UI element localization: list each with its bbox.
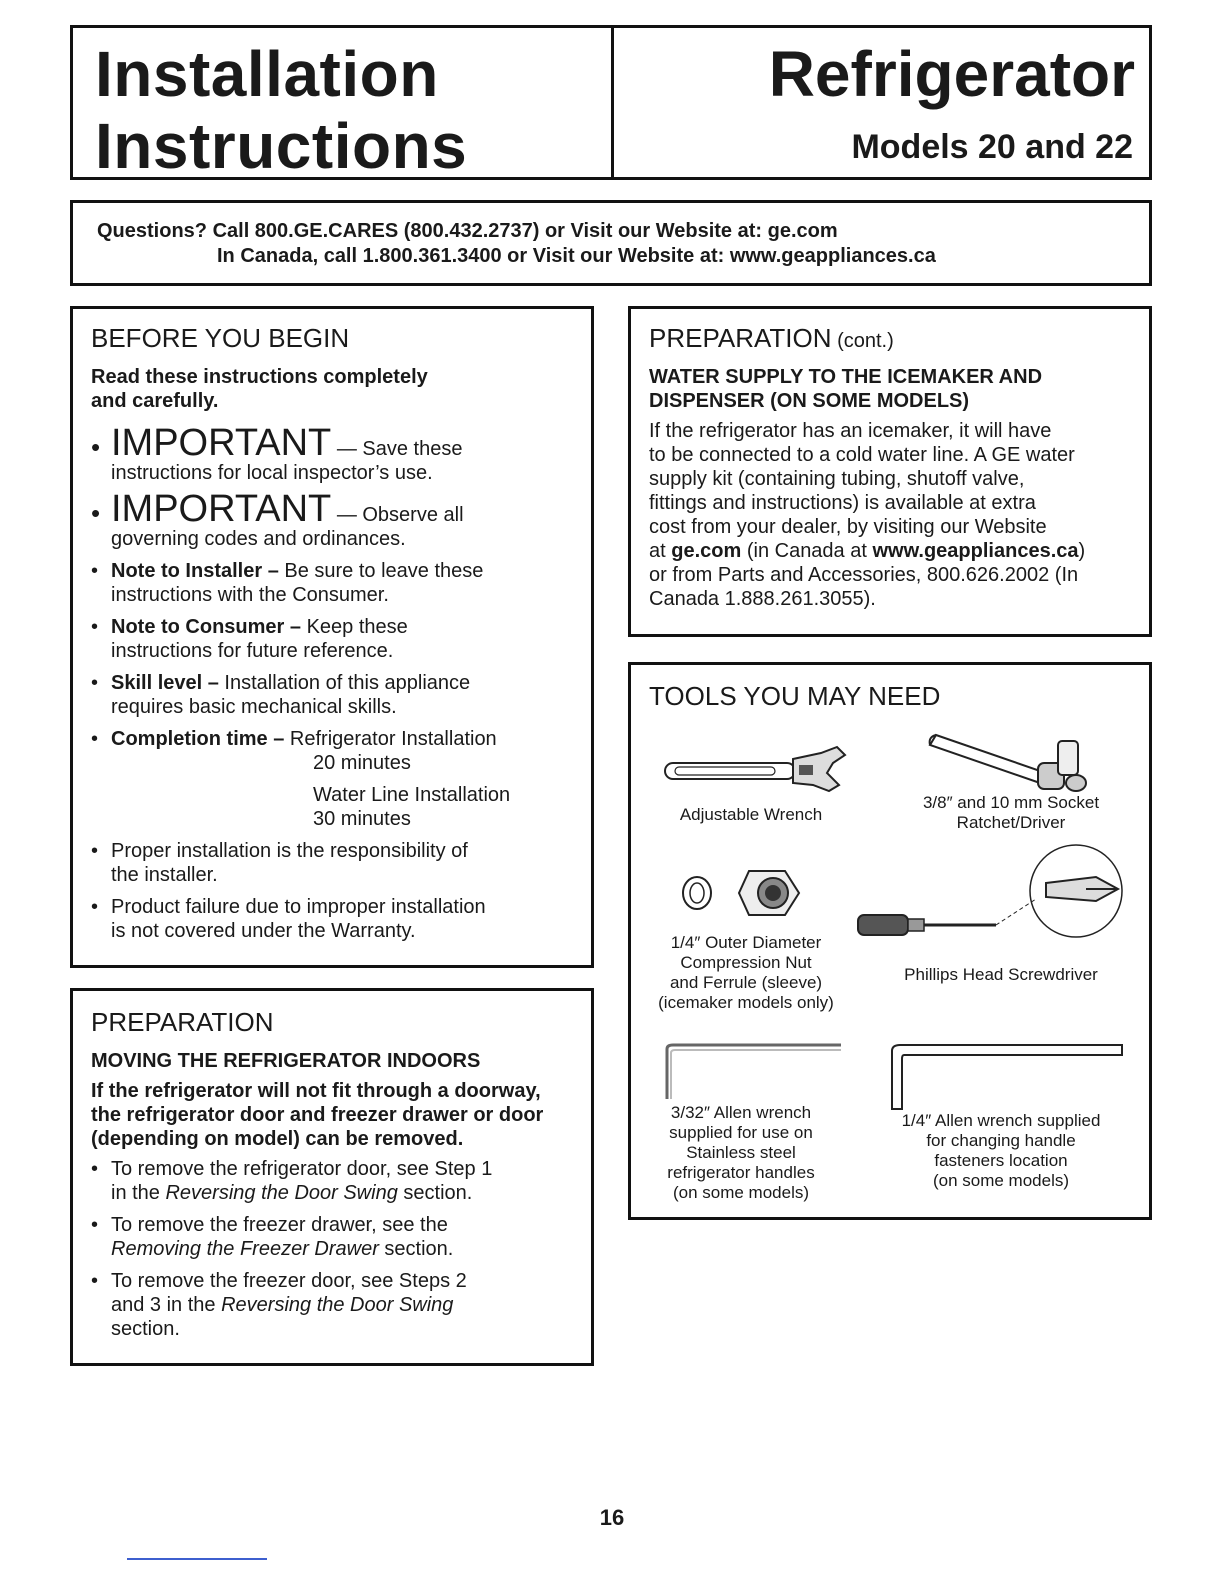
proper-installation: Proper installation is the responsibility of: [111, 840, 468, 862]
text: (in Canada at: [741, 540, 873, 562]
socket-caption-1: 3/8″ and 10 mm Socket: [922, 793, 1100, 812]
proper-installation-cont: the installer.: [111, 864, 218, 886]
section-ref: Removing the Freezer Drawer: [111, 1238, 379, 1260]
note-consumer-cont: instructions for future reference.: [111, 640, 394, 662]
bullet-dot: •: [91, 616, 99, 638]
title-instructions: Instructions: [95, 110, 468, 182]
tools-section: [628, 662, 1152, 1220]
preparation-cont-section: [628, 306, 1152, 637]
title-installation: Installation: [95, 38, 439, 110]
note-consumer: [111, 615, 408, 639]
completion-time-water-min: 30 minutes: [313, 808, 411, 830]
important-save-cont: instructions for local inspector’s use.: [111, 462, 433, 484]
text: ): [1078, 540, 1086, 562]
nut-caption-1: 1/4″ Outer Diameter: [670, 933, 822, 952]
nut-caption-2: Compression Nut: [680, 953, 812, 972]
paragraph-line: to be connected to a cold water line. A GE water: [649, 444, 1075, 466]
bullet-dot: •: [91, 498, 101, 528]
compression-nut-icon: [679, 863, 809, 923]
section-ref: Reversing the Door Swing: [165, 1182, 398, 1204]
text: in the: [111, 1182, 166, 1204]
intro-line: Read these instructions completely: [91, 366, 428, 388]
preparation-section: [70, 988, 594, 1366]
note-text: Refrigerator Installation: [284, 728, 497, 750]
remove-freezer-door-cont: [111, 1293, 453, 1317]
before-you-begin-section: [70, 306, 594, 968]
remove-freezer-drawer-cont: [111, 1237, 453, 1261]
small-allen-caption-4: refrigerator handles: [667, 1163, 815, 1182]
paragraph-line: [649, 539, 1085, 563]
note-installer-cont: instructions with the Consumer.: [111, 584, 389, 606]
completion-time-water: Water Line Installation: [313, 784, 511, 806]
large-allen-caption-2: for changing handle: [926, 1131, 1076, 1150]
important-label: IMPORTANT: [111, 488, 332, 530]
text: section.: [397, 1182, 473, 1204]
paragraph-line: Canada 1.888.261.3055).: [649, 588, 876, 610]
title-suffix: (cont.): [831, 330, 894, 352]
section-ref: Reversing the Door Swing: [221, 1294, 454, 1316]
product-failure: Product failure due to improper installation: [111, 896, 486, 918]
bullet-dot: •: [91, 1270, 99, 1292]
bullet-dot: •: [91, 1214, 99, 1236]
skill-level-cont: requires basic mechanical skills.: [111, 696, 397, 718]
bullet-dot: •: [91, 432, 101, 462]
document-header: [70, 25, 1152, 180]
note-label: Note to Installer –: [111, 560, 279, 582]
contact-box: [70, 200, 1152, 286]
title-text: PREPARATION: [649, 323, 832, 353]
phillips-caption: Phillips Head Screwdriver: [904, 965, 1098, 984]
header-divider: [611, 28, 614, 177]
socket-ratchet-icon: [926, 727, 1096, 797]
section-title: BEFORE YOU BEGIN: [91, 323, 350, 353]
adjustable-wrench-caption: Adjustable Wrench: [679, 805, 823, 824]
socket-caption-2: Ratchet/Driver: [956, 813, 1066, 832]
paragraph-line: or from Parts and Accessories, 800.626.2002 (In: [649, 564, 1079, 586]
contact-us: Questions? Call 800.GE.CARES (800.432.2737) or Visit our Website at: ge.com: [97, 220, 838, 242]
section-subtitle: DISPENSER (ON SOME MODELS): [649, 390, 970, 412]
note-text: Keep these: [301, 616, 408, 638]
section-title: PREPARATION: [91, 1007, 274, 1037]
paragraph-line: If the refrigerator has an icemaker, it will have: [649, 420, 1052, 442]
nut-caption-3: and Ferrule (sleeve): [669, 973, 823, 992]
large-allen-caption-3: fasteners location: [934, 1151, 1068, 1170]
models-subtitle: Models 20 and 22: [851, 128, 1133, 166]
bullet-dot: •: [91, 728, 99, 750]
paragraph-line: supply kit (containing tubing, shutoff valve,: [649, 468, 1025, 490]
section-subtitle: MOVING THE REFRIGERATOR INDOORS: [91, 1050, 481, 1072]
bullet-dot: •: [91, 896, 99, 918]
product-title: Refrigerator: [768, 38, 1135, 110]
completion-time: [111, 727, 497, 751]
large-allen-caption-4: (on some models): [932, 1171, 1070, 1190]
large-allen-wrench-icon: [886, 1041, 1126, 1111]
skill-level: [111, 671, 470, 695]
section-subtitle: WATER SUPPLY TO THE ICEMAKER AND: [649, 366, 1043, 388]
important-label: IMPORTANT: [111, 422, 332, 464]
contact-canada: In Canada, call 1.800.361.3400 or Visit our Website at: www.geappliances.ca: [217, 245, 936, 267]
section-title: [649, 325, 894, 351]
note-text: Installation of this appliance: [218, 672, 471, 694]
important-observe-cont: governing codes and ordinances.: [111, 528, 406, 550]
note-installer: [111, 559, 483, 583]
bullet-dot: •: [91, 672, 99, 694]
bold-paragraph: If the refrigerator will not fit through a doorway,: [91, 1080, 541, 1102]
small-allen-caption-3: Stainless steel: [686, 1143, 796, 1162]
footer-link-line[interactable]: [127, 1558, 267, 1560]
remove-freezer-door: To remove the freezer door, see Steps 2: [111, 1270, 467, 1292]
bullet-dot: •: [91, 560, 99, 582]
intro-line: and carefully.: [91, 390, 219, 412]
large-allen-caption-1: 1/4″ Allen wrench supplied: [901, 1111, 1101, 1130]
important-text: — Observe all: [331, 504, 464, 526]
phillips-screwdriver-icon: [856, 849, 1136, 939]
remove-fridge-door-cont: [111, 1181, 472, 1205]
note-label: Skill level –: [111, 672, 219, 694]
note-label: Completion time –: [111, 728, 285, 750]
remove-fridge-door: To remove the refrigerator door, see Step 1: [111, 1158, 493, 1180]
product-failure-cont: is not covered under the Warranty.: [111, 920, 416, 942]
nut-caption-4: (icemaker models only): [658, 993, 834, 1012]
bullet-dot: •: [91, 840, 99, 862]
text: and 3 in the: [111, 1294, 222, 1316]
bullet-dot: •: [91, 1158, 99, 1180]
text: at: [649, 540, 672, 562]
website-link[interactable]: ge.com: [671, 540, 742, 562]
remove-freezer-drawer: To remove the freezer drawer, see the: [111, 1214, 448, 1236]
section-title: TOOLS YOU MAY NEED: [649, 681, 941, 711]
website-link-canada[interactable]: www.geappliances.ca: [872, 540, 1079, 562]
small-allen-caption-1: 3/32″ Allen wrench: [670, 1103, 812, 1122]
small-allen-caption-5: (on some models): [672, 1183, 810, 1202]
small-allen-wrench-icon: [661, 1041, 851, 1101]
adjustable-wrench-icon: [661, 745, 851, 795]
small-allen-caption-2: supplied for use on: [669, 1123, 813, 1142]
important-text: — Save these: [331, 438, 463, 460]
bold-paragraph: (depending on model) can be removed.: [91, 1128, 464, 1150]
paragraph-line: fittings and instructions) is available at extra: [649, 492, 1036, 514]
bold-paragraph: the refrigerator door and freezer drawer or door: [91, 1104, 544, 1126]
paragraph-line: cost from your dealer, by visiting our Website: [649, 516, 1047, 538]
note-text: Be sure to leave these: [278, 560, 484, 582]
completion-time-ref: 20 minutes: [313, 752, 411, 774]
note-label: Note to Consumer –: [111, 616, 302, 638]
text: section.: [378, 1238, 454, 1260]
page-number: 16: [599, 1505, 625, 1530]
remove-freezer-door-end: section.: [111, 1318, 180, 1340]
